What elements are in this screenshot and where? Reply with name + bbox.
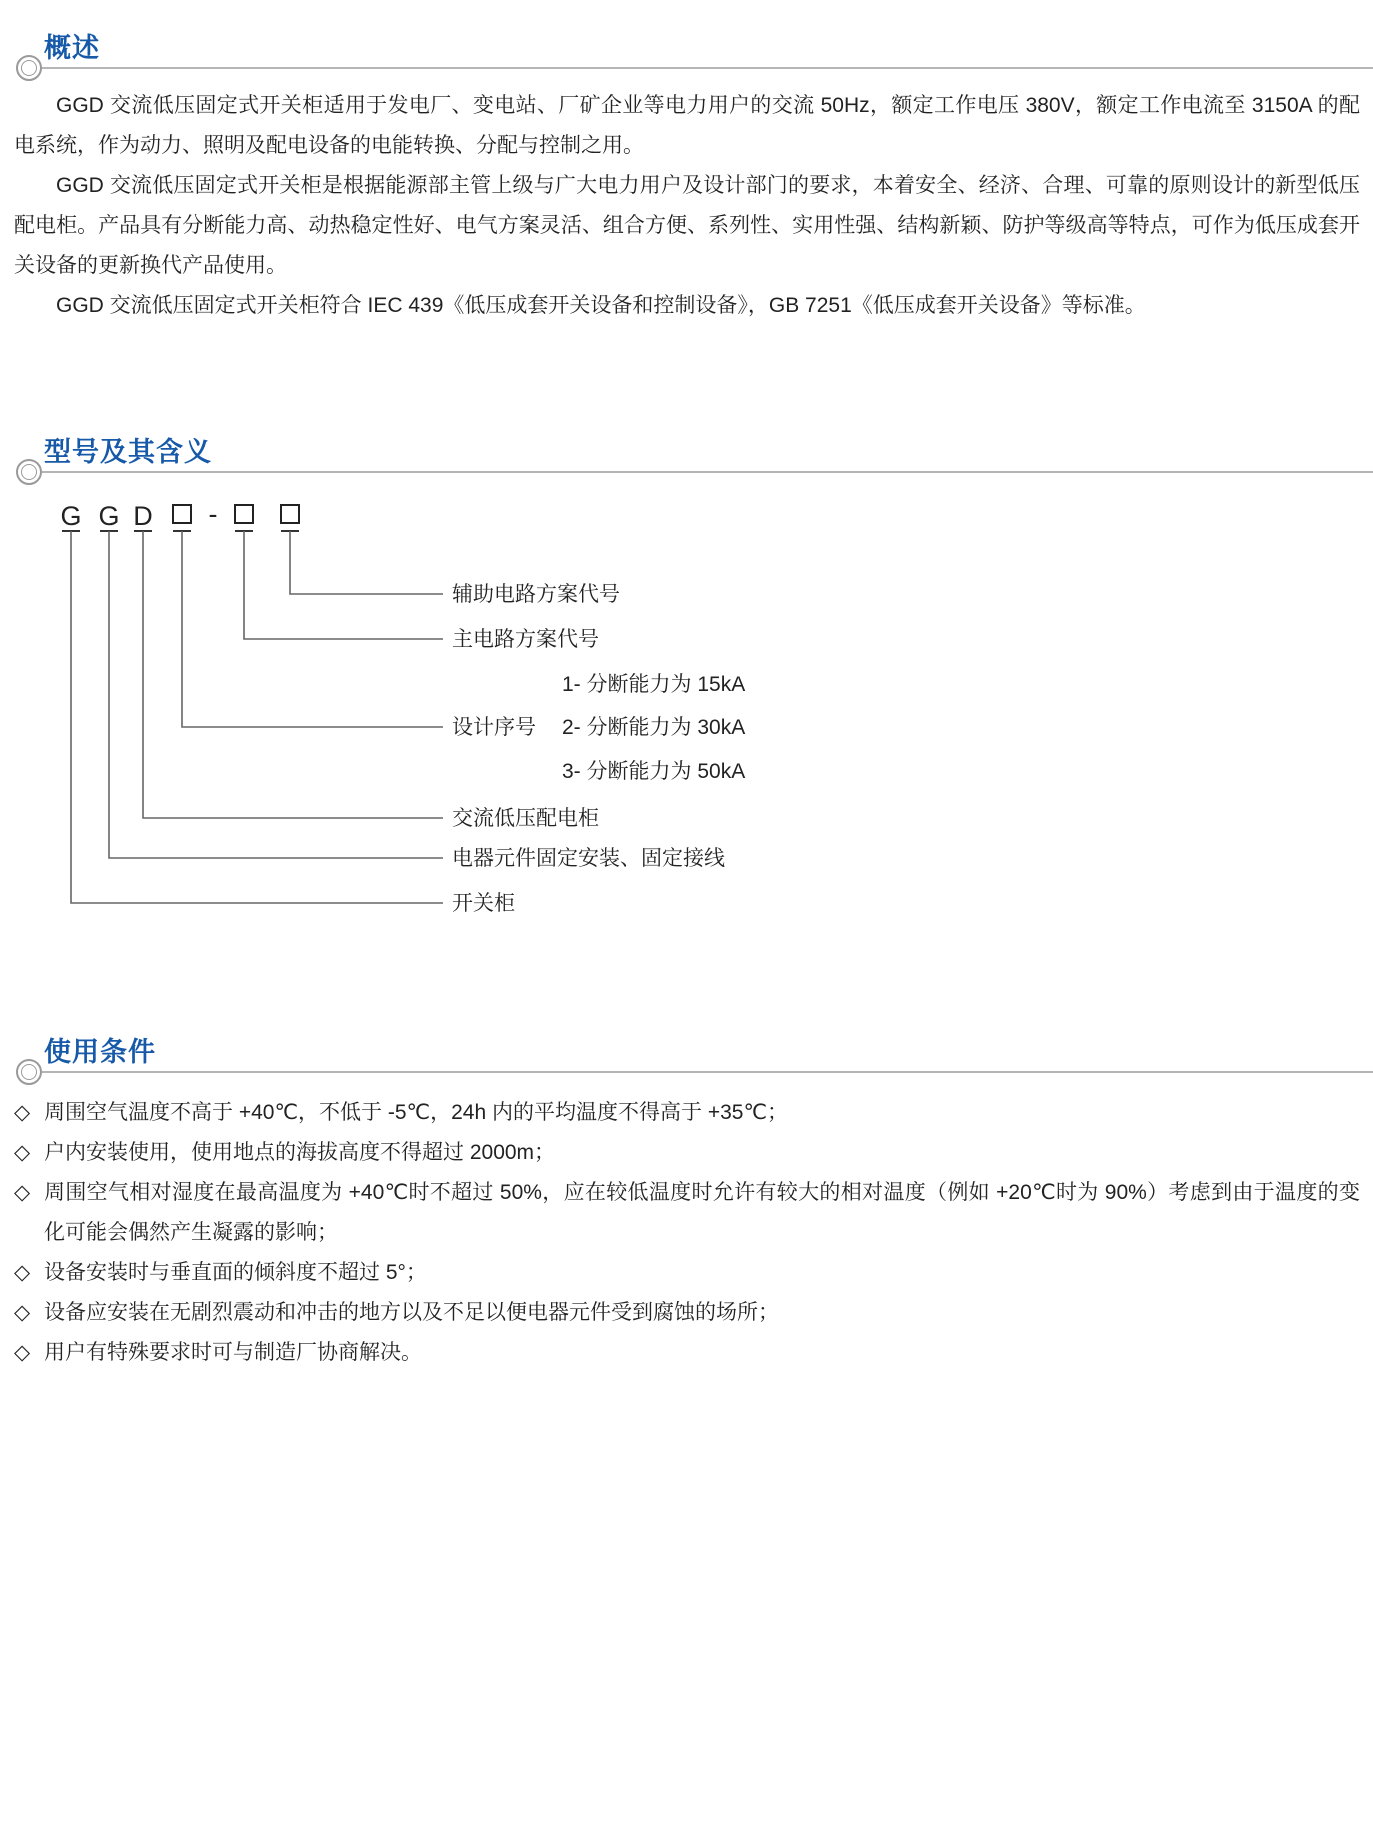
condition-item	[14, 1093, 1360, 1133]
diamond-bullet-icon: ◇	[14, 1301, 31, 1324]
model-designation-diagram	[0, 495, 860, 970]
condition-text: 设备安装时与垂直面的倾斜度不超过 5°；	[44, 1261, 427, 1284]
code-box-design-icon	[173, 505, 191, 523]
label-design: 设计序号	[452, 716, 536, 739]
diamond-bullet-icon: ◇	[14, 1141, 31, 1164]
section-title-model: 型号及其含义	[44, 437, 212, 467]
condition-text: 周围空气相对湿度在最高温度为 +40℃时不超过 50%，应在较低温度时允许有较大的相对温度（例如 +20℃时为 90%）考虑到由于温度的变化可能会偶然产生凝露的影响；	[44, 1181, 1360, 1244]
section-rule	[29, 67, 1373, 69]
diamond-bullet-icon: ◇	[14, 1261, 31, 1284]
label-breaking-3: 3- 分断能力为 50kA	[562, 760, 746, 783]
section-ring-inner-icon	[21, 464, 37, 480]
code-box-main-icon	[235, 505, 253, 523]
condition-text: 周围空气温度不高于 +40℃，不低于 -5℃，24h 内的平均温度不得高于 +35℃；	[44, 1101, 789, 1124]
label-aux: 辅助电路方案代号	[452, 583, 620, 606]
condition-text: 设备应安装在无剧烈震动和冲击的地方以及不足以便电器元件受到腐蚀的场所；	[44, 1301, 779, 1324]
condition-text: 户内安装使用，使用地点的海拔高度不得超过 2000m；	[44, 1141, 556, 1164]
section-title-conditions: 使用条件	[44, 1037, 156, 1067]
code-char-d: D	[133, 501, 153, 531]
section-rule	[29, 1071, 1373, 1073]
code-char-g1: G	[60, 501, 82, 531]
connector-design	[182, 531, 443, 727]
section-header-conditions	[0, 1032, 1373, 1072]
diamond-bullet-icon: ◇	[14, 1101, 31, 1124]
overview-paragraph-1: GGD 交流低压固定式开关柜适用于发电厂、变电站、厂矿企业等电力用户的交流 50Hz，额定工作电压 380V，额定工作电流至 3150A 的配电系统，作为动力、照明及配电设备的电能转换、分配与控制之用。	[14, 94, 1360, 157]
model-diagram-svg	[0, 495, 860, 965]
condition-item	[14, 1173, 1360, 1253]
condition-item	[14, 1253, 1360, 1293]
section-rule	[29, 471, 1373, 473]
label-switchgear: 开关柜	[452, 892, 515, 915]
overview-paragraph-3: GGD 交流低压固定式开关柜符合 IEC 439《低压成套开关设备和控制设备》，GB 7251《低压成套开关设备》等标准。	[56, 294, 1146, 317]
label-breaking-2: 2- 分断能力为 30kA	[562, 716, 746, 739]
connector-ac-cabinet	[143, 531, 443, 818]
section-ring-inner-icon	[21, 60, 37, 76]
section-ring-icon	[16, 1059, 42, 1085]
condition-item	[14, 1333, 1360, 1373]
section-ring-icon	[16, 459, 42, 485]
code-box-aux-icon	[281, 505, 299, 523]
section-header-model	[0, 432, 1373, 472]
section-title-overview: 概述	[44, 33, 100, 63]
code-dash: -	[208, 499, 218, 529]
connector-fixed-mount	[109, 531, 443, 858]
section-header-overview	[0, 28, 1373, 68]
section-ring-icon	[16, 55, 42, 81]
overview-paragraphs	[14, 86, 1360, 326]
overview-paragraph-2: GGD 交流低压固定式开关柜是根据能源部主管上级与广大电力用户及设计部门的要求，本着安全、经济、合理、可靠的原则设计的新型低压配电柜。产品具有分断能力高、动热稳定性好、电气方案灵活、组合方便、系列性、实用性强、结构新颖、防护等级高等特点，可作为低压成套开关设备的更新换代产品使用。	[14, 174, 1360, 277]
diamond-bullet-icon: ◇	[14, 1341, 31, 1364]
section-ring-inner-icon	[21, 1064, 37, 1080]
connector-switchgear	[71, 531, 443, 903]
label-main: 主电路方案代号	[452, 628, 599, 651]
connector-main	[244, 531, 443, 639]
condition-item	[14, 1133, 1360, 1173]
connector-aux	[290, 531, 443, 594]
label-breaking-1: 1- 分断能力为 15kA	[562, 673, 746, 696]
code-char-g2: G	[98, 501, 120, 531]
diamond-bullet-icon: ◇	[14, 1181, 31, 1204]
label-ac-cabinet: 交流低压配电柜	[452, 807, 599, 830]
condition-item	[14, 1293, 1360, 1333]
condition-text: 用户有特殊要求时可与制造厂协商解决。	[44, 1341, 422, 1364]
conditions-list	[14, 1093, 1360, 1373]
label-fixed-mount: 电器元件固定安装、固定接线	[452, 847, 725, 870]
